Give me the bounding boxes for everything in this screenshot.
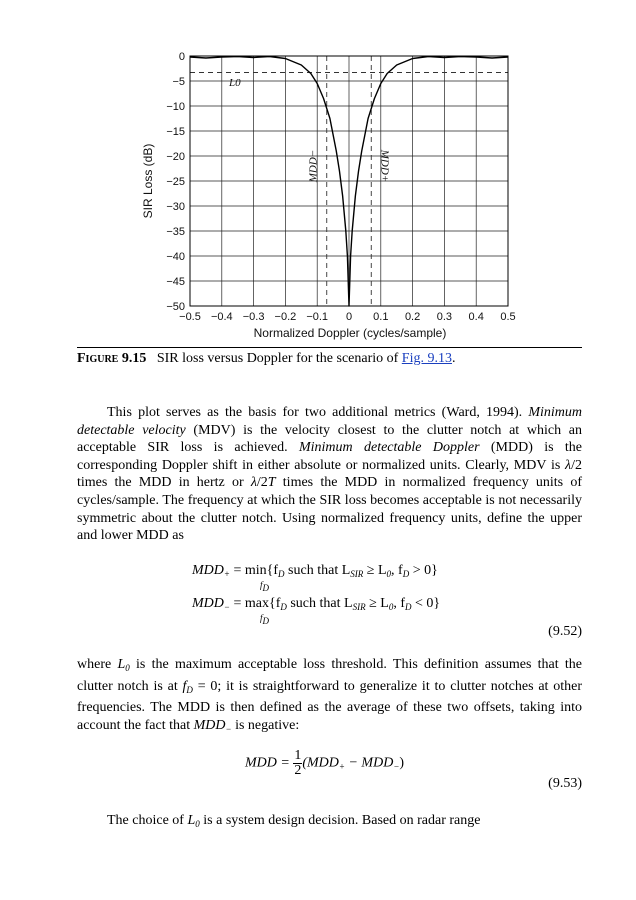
equation-number-9-52: (9.52) <box>548 624 582 639</box>
figure-link[interactable]: Fig. 9.13 <box>401 351 452 366</box>
mdd-marker-label: MDD− <box>307 149 320 183</box>
y-tick-label: 0 <box>178 51 185 63</box>
y-tick-label: −20 <box>166 151 185 163</box>
y-tick-label: −45 <box>166 276 185 288</box>
y-tick-label: −15 <box>166 126 185 138</box>
x-tick-label: 0.5 <box>500 311 516 323</box>
x-tick-label: 0.2 <box>404 311 421 323</box>
figure-caption: Figure 9.15 SIR loss versus Doppler for the scenario of Fig. 9.13. <box>77 351 456 366</box>
paragraph-1: This plot serves as the basis for two additional metrics (Ward, 1994). Minimum detectable velocity (MDV) is the velocity closest to the clutter notch at which an acceptable SIR loss is achieved. Minimum detectable Doppler (MDD) is the corresponding Doppler shift in either absolute or normalized units. Clearly, MDV is λ/2 times the MDD in hertz or λ/2T times the MDD in normalized frequency units of cycles/sample. The frequency at which the SIR loss becomes acceptable is not necessarily symmetric about the clutter notch. Using normalized frequency units, define the upper and lower MDD as <box>77 405 582 544</box>
y-tick-label: −10 <box>166 101 185 113</box>
argmax-subscript: fD <box>260 613 270 626</box>
equation-mdd-minus: $MDD_- = \max\{f_D$ such that $L_{SIR} \ge L_0$, $f_D < 0$} <box>192 596 441 612</box>
chart-grid <box>190 56 508 306</box>
threshold-label: L0 <box>229 77 241 89</box>
paragraph-2: where $L_0$ is the maximum acceptable loss threshold. This definition assumes that the clutter notch is at $f_D = 0$; it is straightforward to generalize it to clutter notches at other frequencies. The MDD is then defined as the average of these two offsets, taking into account the fact that $MDD_-$ is negative: <box>77 657 582 734</box>
equation-mdd-plus: $MDD_+ = \min\{f_D$ such that $L_{SIR} \ge L_0$, $f_D > 0$} <box>192 563 438 579</box>
sir-loss-chart <box>130 40 530 345</box>
x-tick-label: 0.1 <box>373 311 389 323</box>
x-tick-label: −0.5 <box>179 311 201 323</box>
x-tick-label: −0.1 <box>306 311 329 323</box>
mdd-marker-label: MDD+ <box>378 149 391 183</box>
figure-label: Figure 9.15 <box>77 351 147 366</box>
paragraph-3: The choice of $L_0$ is a system design decision. Based on radar range <box>107 813 481 829</box>
y-tick-label: −30 <box>166 201 185 213</box>
x-tick-label: −0.3 <box>242 311 265 323</box>
x-tick-label: 0 <box>345 311 353 323</box>
x-tick-label: −0.4 <box>210 311 233 323</box>
y-tick-label: −35 <box>166 226 185 238</box>
equation-mdd: MDD = $\frac{1}{2}$ $(MDD_+ - MDD_-)$ <box>245 748 405 778</box>
x-tick-label: 0.3 <box>436 311 453 323</box>
x-tick-label: −0.2 <box>274 311 297 323</box>
y-tick-label: −50 <box>166 301 185 313</box>
argmin-subscript: fD <box>260 580 270 593</box>
y-axis-label: SIR Loss (dB) <box>141 143 155 219</box>
y-tick-label: −25 <box>166 176 185 188</box>
x-tick-label: 0.4 <box>468 311 484 323</box>
x-axis-label: Normalized Doppler (cycles/sample) <box>253 326 447 340</box>
y-tick-label: −40 <box>166 251 185 263</box>
caption-rule <box>77 347 582 348</box>
y-tick-label: −5 <box>172 76 185 88</box>
caption-text: SIR loss versus Doppler for the scenario of <box>156 351 402 366</box>
equation-number-9-53: (9.53) <box>548 776 582 791</box>
